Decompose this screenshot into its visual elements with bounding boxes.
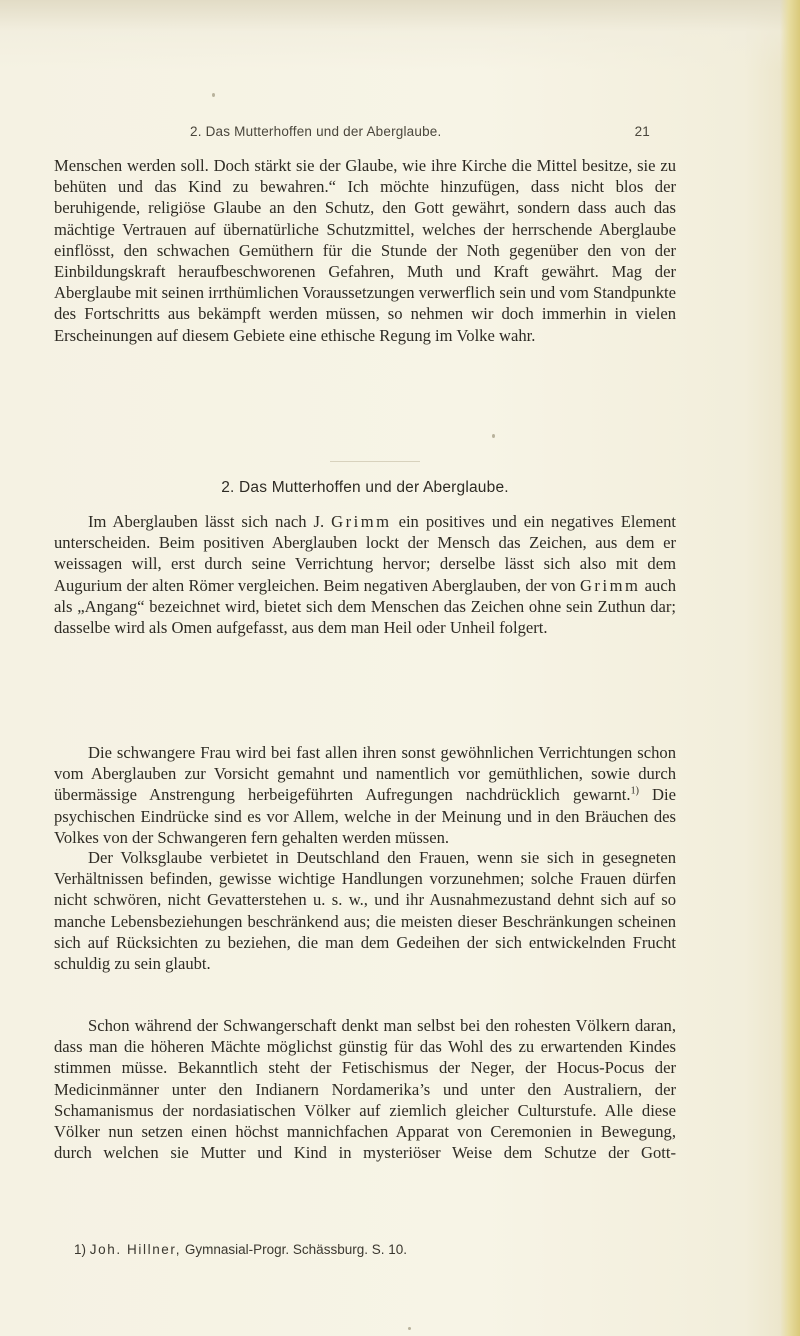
paragraph-voelker: Schon während der Schwangerschaft denkt man selbst bei den rohesten Völkern daran, dass man die höheren Mächte möglichst günstig für das Wohl des zu erwartenden Kindes stimmen müsse. Bekanntlich steht der Fetischismus der Neger, der Hocus-Pocus der Medicinmänner unter den Indianern Nordamerika’s und unter den Australiern, der Schamanismus der nordasiatischen Völker auf ziemlich gleicher Culturstufe. Alle diese Völker nun setzen einen höchst mannichfachen Apparat von Ceremonien in Bewegung, durch welchen sie Mutter und Kind in mysteriöser Weise dem Schutze der Gott- bbox=[54, 1016, 676, 1163]
paragraph-schwangere-frau bbox=[54, 742, 676, 848]
paragraph-aberglaube-elements bbox=[54, 511, 676, 638]
paper-speck bbox=[492, 434, 495, 438]
author-name-grimm: Grimm bbox=[579, 575, 641, 595]
paragraph-continued: Menschen werden soll. Doch stärkt sie der Glaube, wie ihre Kirche die Mittel besitze, sie zu behüten und das Kind zu bewahren.“ Ich möchte hinzufügen, dass nicht blos der beruhigende, religiöse Glaube an den Schutz, den Gott gewährt, sondern dass auch das mächtige Vertrauen auf übernatürliche Schutzmittel, welches der herrschende Aberglaube einflösst, den schwachen Gemüthern für die Stunde der Noth gegenüber den von der Einbildungskraft heraufbeschworenen Gefahren, Muth und Kraft gewährt. Mag der Aberglaube mit seinen irrthümlichen Voraussetzungen verwerflich sein und vom Standpunkte des Fortschritts aus bekämpft werden müssen, so nehmen wir doch immerhin in vielen Erscheinungen auf diesem Gebiete eine ethische Regung im Volke wahr. bbox=[54, 156, 676, 345]
page-edge-shading bbox=[780, 0, 800, 1336]
footnote-reference[interactable]: 1) bbox=[630, 785, 639, 797]
footnote bbox=[74, 1242, 407, 1257]
running-title: 2. Das Mutterhoffen und der Aberglaube. bbox=[190, 124, 442, 139]
page-number: 21 bbox=[634, 124, 650, 139]
paragraph-text: Im Aberglauben lässt sich nach J. bbox=[88, 512, 325, 531]
paragraph-text: ein positives und ein negatives Element unterscheiden. Beim positiven Aberglauben lockt der Mensch das Zeichen, aus dem er weissagen will, erst durch seine Verrichtung hervor; derselbe lässt sich also mit dem Augurium der alten Römer vergleichen. Beim negativen Aberglauben, der von bbox=[54, 512, 676, 595]
footnote-marker: 1) bbox=[74, 1242, 87, 1257]
paper-speck bbox=[408, 1327, 411, 1330]
paragraph-text: Die schwangere Frau wird bei fast allen ihren sonst gewöhnlichen Verrichtungen schon vom Aberglauben zur Vorsicht gemahnt und namentlich vor gemüthlichen, sowie durch übermässige Anstrengung herbeigeführten Aufregungen nachdrücklich gewarnt. bbox=[54, 743, 676, 805]
running-header bbox=[180, 124, 650, 144]
paragraph-volksglaube: Der Volksglaube verbietet in Deutschland den Frauen, wenn sie sich in gesegneten Verhältnissen befinden, gewisse wichtige Handlungen vorzunehmen; solche Frauen dürfen nicht schwören, nicht Gevatterstehen u. s. w., und ihr Ausnahmezustand dehnt sich auf so manche Lebensbeziehungen beschränkend aus; die meisten dieser Beschränkungen scheinen sich auf Rücksichten zu beziehen, die man dem Gedeihen der sich entwickelnden Frucht schuldig zu sein glaubt. bbox=[54, 848, 676, 974]
footnote-author: Joh. Hillner, bbox=[89, 1242, 182, 1257]
author-name-grimm: Grimm bbox=[331, 512, 392, 531]
paragraph-text: Die psychischen Eindrücke sind es vor Allem, welche in der Meinung und in den Bräuchen des Volkes von der Schwangeren fern gehalten werden müssen. bbox=[54, 785, 676, 847]
footnote-source: Gymnasial-Progr. Schässburg. S. 10. bbox=[184, 1242, 407, 1257]
section-divider bbox=[330, 461, 420, 462]
paragraph-text: auch als „Angang“ bezeichnet wird, bietet sich dem Menschen das Zeichen ohne sein Zuthun dar; dasselbe wird als Omen aufgefasst, aus dem man Heil oder Unheil folgert. bbox=[54, 575, 676, 638]
page-top-shading bbox=[0, 0, 800, 70]
section-heading: 2. Das Mutterhoffen und der Aberglaube. bbox=[221, 479, 509, 496]
paper-speck bbox=[212, 93, 215, 97]
